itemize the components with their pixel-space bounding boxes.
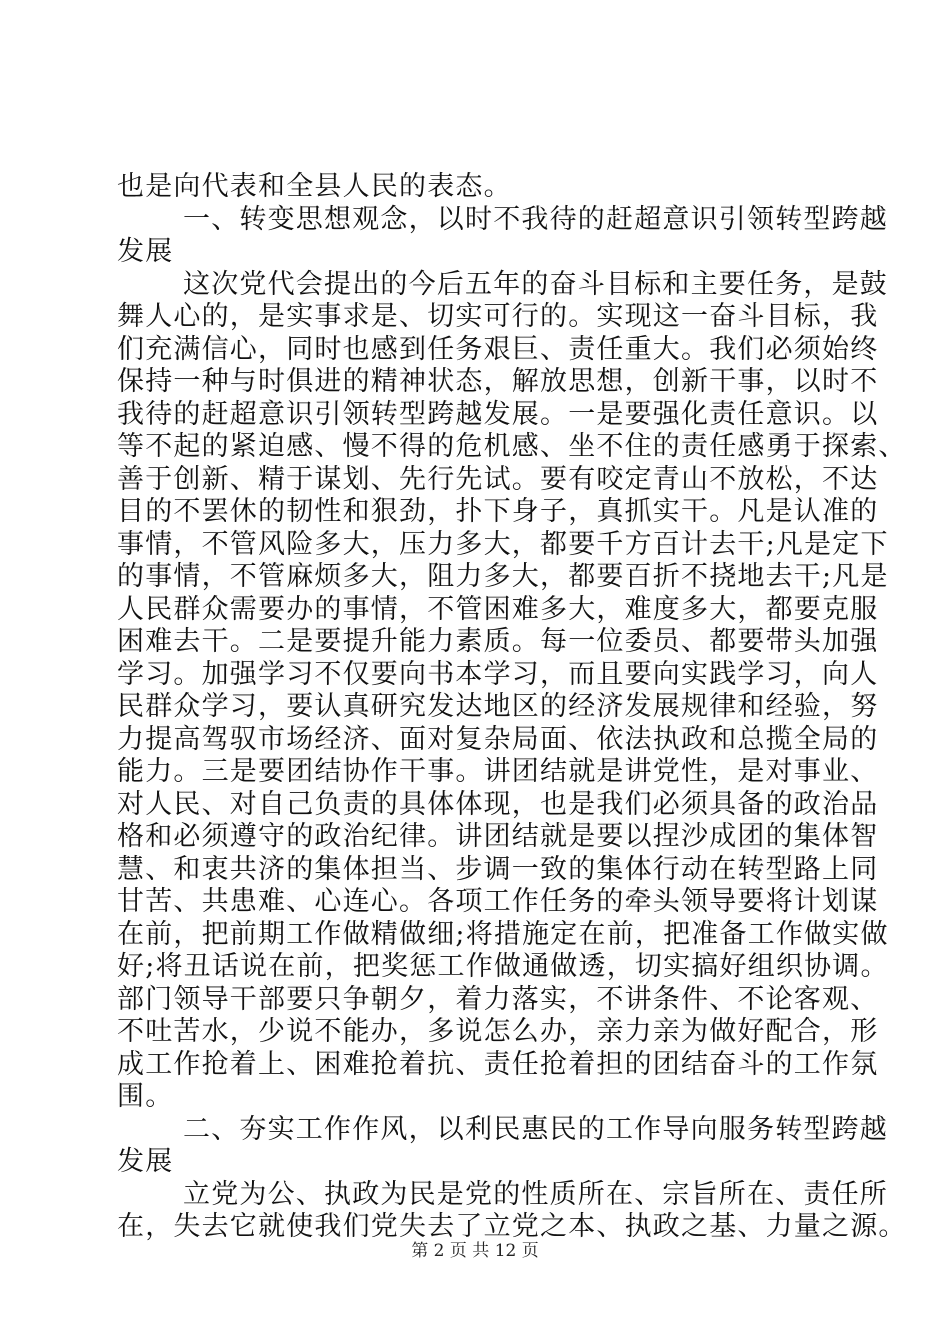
body-text-line: 困难去干。二是要提升能力素质。每一位委员、都要带头加强: [117, 626, 879, 657]
body-text-line: 也是向代表和全县人民的表态。: [117, 171, 512, 202]
section-heading-line: 二、夯实工作作风，以利民惠民的工作导向服务转型跨越: [183, 1113, 888, 1145]
body-text-line: 围。: [117, 1081, 174, 1112]
body-text-line: 这次党代会提出的今后五年的奋斗目标和主要任务，是鼓: [183, 268, 888, 300]
body-text-line: 在前，把前期工作做精做细;将措施定在前，把准备工作做实做: [117, 918, 889, 950]
body-text-line: 不吐苦水，少说不能办，多说怎么办，亲力亲为做好配合，形: [117, 1016, 879, 1047]
body-text-line: 的事情，不管麻烦多大，阻力多大，都要百折不挠地去干;凡是: [117, 561, 889, 592]
body-text-line: 成工作抢着上、困难抢着抗、责任抢着担的团结奋斗的工作氛: [117, 1048, 879, 1080]
body-text-line: 我待的赶超意识引领转型跨越发展。一是要强化责任意识。以: [117, 398, 879, 430]
section-heading-line: 发展: [117, 1146, 174, 1177]
body-text-line: 人民群众需要办的事情，不管困难多大，难度多大，都要克服: [117, 593, 879, 625]
body-text-line: 甘苦、共患难、心连心。各项工作任务的牵头领导要将计划谋: [117, 886, 879, 917]
body-text-line: 学习。加强学习不仅要向书本学习，而且要向实践学习，向人: [117, 658, 879, 690]
body-text-line: 等不起的紧迫感、慢不得的危机感、坐不住的责任感勇于探索、: [117, 431, 907, 462]
body-text-line: 在，失去它就使我们党失去了立党之本、执政之基、力量之源。: [117, 1211, 907, 1242]
body-text-line: 部门领导干部要只争朝夕，着力落实，不讲条件、不论客观、: [117, 983, 879, 1015]
body-text-line: 能力。三是要团结协作干事。讲团结就是讲党性，是对事业、: [117, 756, 879, 787]
page-footer: 第 2 页 共 12 页: [411, 1241, 539, 1261]
body-text-line: 立党为公、执政为民是党的性质所在、宗旨所在、责任所: [183, 1178, 888, 1210]
body-text-line: 力提高驾驭市场经济、面对复杂局面、依法执政和总揽全局的: [117, 723, 879, 755]
body-text-line: 保持一种与时俱进的精神状态，解放思想，创新干事，以时不: [117, 366, 879, 397]
section-heading-line: 一、转变思想观念，以时不我待的赶超意识引领转型跨越: [183, 203, 888, 235]
body-text-line: 目的不罢休的韧性和狠劲，扑下身子，真抓实干。凡是认准的: [117, 496, 879, 527]
body-text-line: 们充满信心，同时也感到任务艰巨、责任重大。我们必须始终: [117, 333, 879, 365]
body-text-line: 好;将丑话说在前，把奖惩工作做通做透，切实搞好组织协调。: [117, 951, 889, 982]
body-text-line: 事情，不管风险多大，压力多大，都要千方百计去干;凡是定下: [117, 528, 889, 560]
body-text-line: 对人民、对自己负责的具体体现，也是我们必须具备的政治品: [117, 788, 879, 820]
body-text-line: 善于创新、精于谋划、先行先试。要有咬定青山不放松，不达: [117, 463, 879, 495]
section-heading-line: 发展: [117, 236, 174, 267]
body-text-line: 民群众学习，要认真研究发达地区的经济发展规律和经验，努: [117, 691, 879, 722]
body-text-line: 格和必须遵守的政治纪律。讲团结就是要以捏沙成团的集体智: [117, 821, 879, 852]
body-text-line: 舞人心的，是实事求是、切实可行的。实现这一奋斗目标，我: [117, 301, 879, 332]
body-text-line: 慧、和衷共济的集体担当、步调一致的集体行动在转型路上同: [117, 853, 879, 885]
